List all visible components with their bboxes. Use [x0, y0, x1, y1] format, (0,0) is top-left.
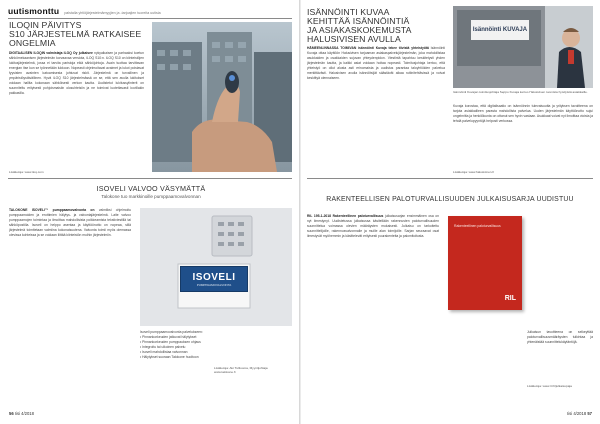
section-title: uutismonttu: [8, 6, 60, 16]
article1-body: DIGITAALISEN ILOQIN valmistaja iLOQ Oy julkaisee nykyaikaisen ja parhaaksi koetun sähkömekaanisen järjestelmän korvaavaa versiota, iLOQ S10:n. iLOQ S10 on kiinteistöjen lukitusjärjestelmä, jossa ei tarvita paristoja eikä sähköjohtoja. Avain tuottaa tarvittavan energian itse kun se työnnetään lukkoon. Nopeasti ohjelmoitavat avaimet ja lukot poistavat fyysisten avainten katoamisesta johtuvat riskit. Järjestelmä on turvallinen ja ympäristöystävällinen. Hyvä iLOQ S10 järjestelmässä on se, että sen avulla lukitukset voidaan hallita kokonaan sähköisesti verkon kautta. Uudistetut lukitussylinterit on suunniteltu erityisesti pohjoismaisiin olosuhteisiin ja ne toimivat luotettavasti kovillakin pakkasilla.: [9, 51, 144, 95]
article1-headline: ILOQIN PÄIVITYS S10 JÄRJESTELMÄ RATKAISEE ONGELMIA: [9, 20, 142, 48]
section-subtitle: palstalla yhtiöjärjestelmämyyjien ja -tarjoajien tuoreita uutisia: [64, 11, 161, 15]
device-sublabel: PUMPPAAMOVALVONTA: [196, 282, 232, 287]
article3-list: Isoveli pumppaamovalvonta palvelukseen: • Pinnankorkeuden jatkuvat hälytykset • Pinnankorkeuden pumppauksen ohjaus • Integroitu tai ulkoinen palvelu • Isoveli mahdollistaa valvonnan • Hälytykset suoraan Talokone huoltoon: [140, 330, 292, 390]
article3-body: TALOKONE ISOVELI™ pumppaamovalvonta on valmiiksi ohjelmoitu pumppaamoiden ja erottimien hälytys- ja valvontajärjestelmä. Laite valvoo pumppaamojen toimintaa ja ilmoittaa mahdollisista poikkeamista tekstiviestillä tai sähköpostilla. Isoveli on helppo asentaa ja käyttöönotto on nopeaa, sillä järjestelmä toimitetaan valmiina kokonaisuutena. Valvonta toimii myös olemassa olevissa kohteissa ja se voidaan liittää kiinteistön muihin järjestelmiin.: [9, 208, 131, 237]
book-cover: [448, 216, 522, 310]
office-sign: Isännöinti KUVAJA: [471, 20, 529, 40]
section-rule: [8, 178, 292, 179]
left-page: [0, 0, 299, 424]
article2-body: HÄMEENLINNASSA TOIMIVAN isännöinti Kuvaja tekee tiivistä yhteistyötä Isännöinti Kuvaja ottaa käyttöön Halusivisen tarjoaman asiakaspalvelujärjestelmän, joka mahdollistaa asukkaiden ja osakkaiden sujuvan yhteydenpidon. Viestintä tapahtuu keskitetysti yhden järjestelmän kautta, ja kaikki asiat voidaan hoitaa nopeasti. Toimitusjohtaja kertoo, että yhteistyö on ollut alusta asti erinomaista ja uudistus parantaa taloyhtiöiden palvelua merkittävästi. Halusivisen avulla isännöitsijät säästävät aikaa rutiinitehtävissä ja voivat keskittyä olennaiseen.: [307, 46, 445, 80]
book-title: Rakenteellinen paloturvallisuus: [454, 224, 501, 228]
article2-source: Lisätietoja: www.halusivinen.fi: [453, 170, 494, 174]
article4-source: Lisätietoja: www.ril.fi/julkaisupaja: [527, 384, 572, 388]
list-item: • Hälytykset suoraan Talokone huoltoon: [140, 355, 199, 359]
article2-caption: Isännöinti Kuvajan toimitusjohtaja Seppo Kuvaja kertoo Halusivisen tuomista hyödyistä asiakkaille.: [453, 90, 588, 94]
right-page: [301, 0, 600, 424]
article3-photo: [140, 208, 292, 326]
article2-col3: Kuvaja korostaa, että digitalisaatio on isännöinnin tulevaisuutta ja yrityksen tavoitteena on tarjota asiakkailleen parasta mahdollista palvelua. Uuden järjestelmän käyttöönotto sujui ongelmitta ja henkilökunta on ottanut sen hyvin vastaan. Asukkaat voivat nyt ilmoittaa vioista ja tehdä palvelupyyntöjä helposti verkossa.: [453, 104, 593, 123]
header-rule: [8, 18, 292, 19]
list-item: • Pinnankorkeuden jatkuvat hälytykset: [140, 335, 197, 339]
article4-body: RIL 195-1-2018 Rakenteellinen paloturvallisuus julkaisusarjan ensimmäinen osa on nyt ilmestynyt. Uudistetussa julkaisussa käsitellään rakennusten paloturvallisuuden suunnittelua voimassa olevien määräysten mukaisesti. Julkaisu on tarkoitettu suunnittelijoille, rakennusvalvonnalle ja muille alan toimijoille. Sarjan seuraavat osat ilmestyvät myöhemmin ja käsittelevät erityisesti puurakenteita ja palomitoitusta.: [307, 214, 439, 238]
article4-headline: RAKENTEELLISEN PALOTURVALLISUUDEN JULKAISUSARJA UUDISTUU: [326, 196, 574, 203]
section-header: [8, 6, 161, 16]
footer-left: 56 Iisi 4/2018: [9, 411, 34, 416]
article1-source: Lisätietoja: www.iloq.com: [9, 170, 44, 174]
list-item: • Pinnankorkeuden pumppauksen ohjaus: [140, 340, 201, 344]
article2-headline: ISÄNNÖINTI KUVAA KEHITTÄÄ ISÄNNÖINTIÄ JA ASIAKASKOKEMUSTA HALUSIVISEN AVULLA: [307, 7, 412, 44]
article3-subheadline: Talokone tuo markkinoille pumppaamovalvonnan: [101, 194, 201, 199]
article3-source: Lisätietoja: Aki Tuliluoma, Myyntijohtaja www.talokone.fi: [214, 366, 268, 375]
section-rule-right: [307, 178, 593, 179]
article2-photo: [453, 6, 593, 88]
article1-photo: [152, 22, 292, 172]
article3-headline: ISOVELI VALVOO VÄSYMÄTTÄ: [96, 184, 206, 193]
list-item: • Integroitu tai ulkoinen palvelu: [140, 345, 186, 349]
device-label: ISOVELI: [192, 271, 236, 283]
footer-right: Iisi 4/2018 57: [567, 411, 592, 416]
book-logo: RIL: [504, 295, 516, 302]
article4-col2: Julkaisun tavoitteena on selkeyttää paloturvallisuusmääräysten tulkintaa ja yhtenäistää suunnittelukäytäntöjä.: [527, 330, 593, 344]
list-item: • Isoveli mahdollistaa valvonnan: [140, 350, 188, 354]
